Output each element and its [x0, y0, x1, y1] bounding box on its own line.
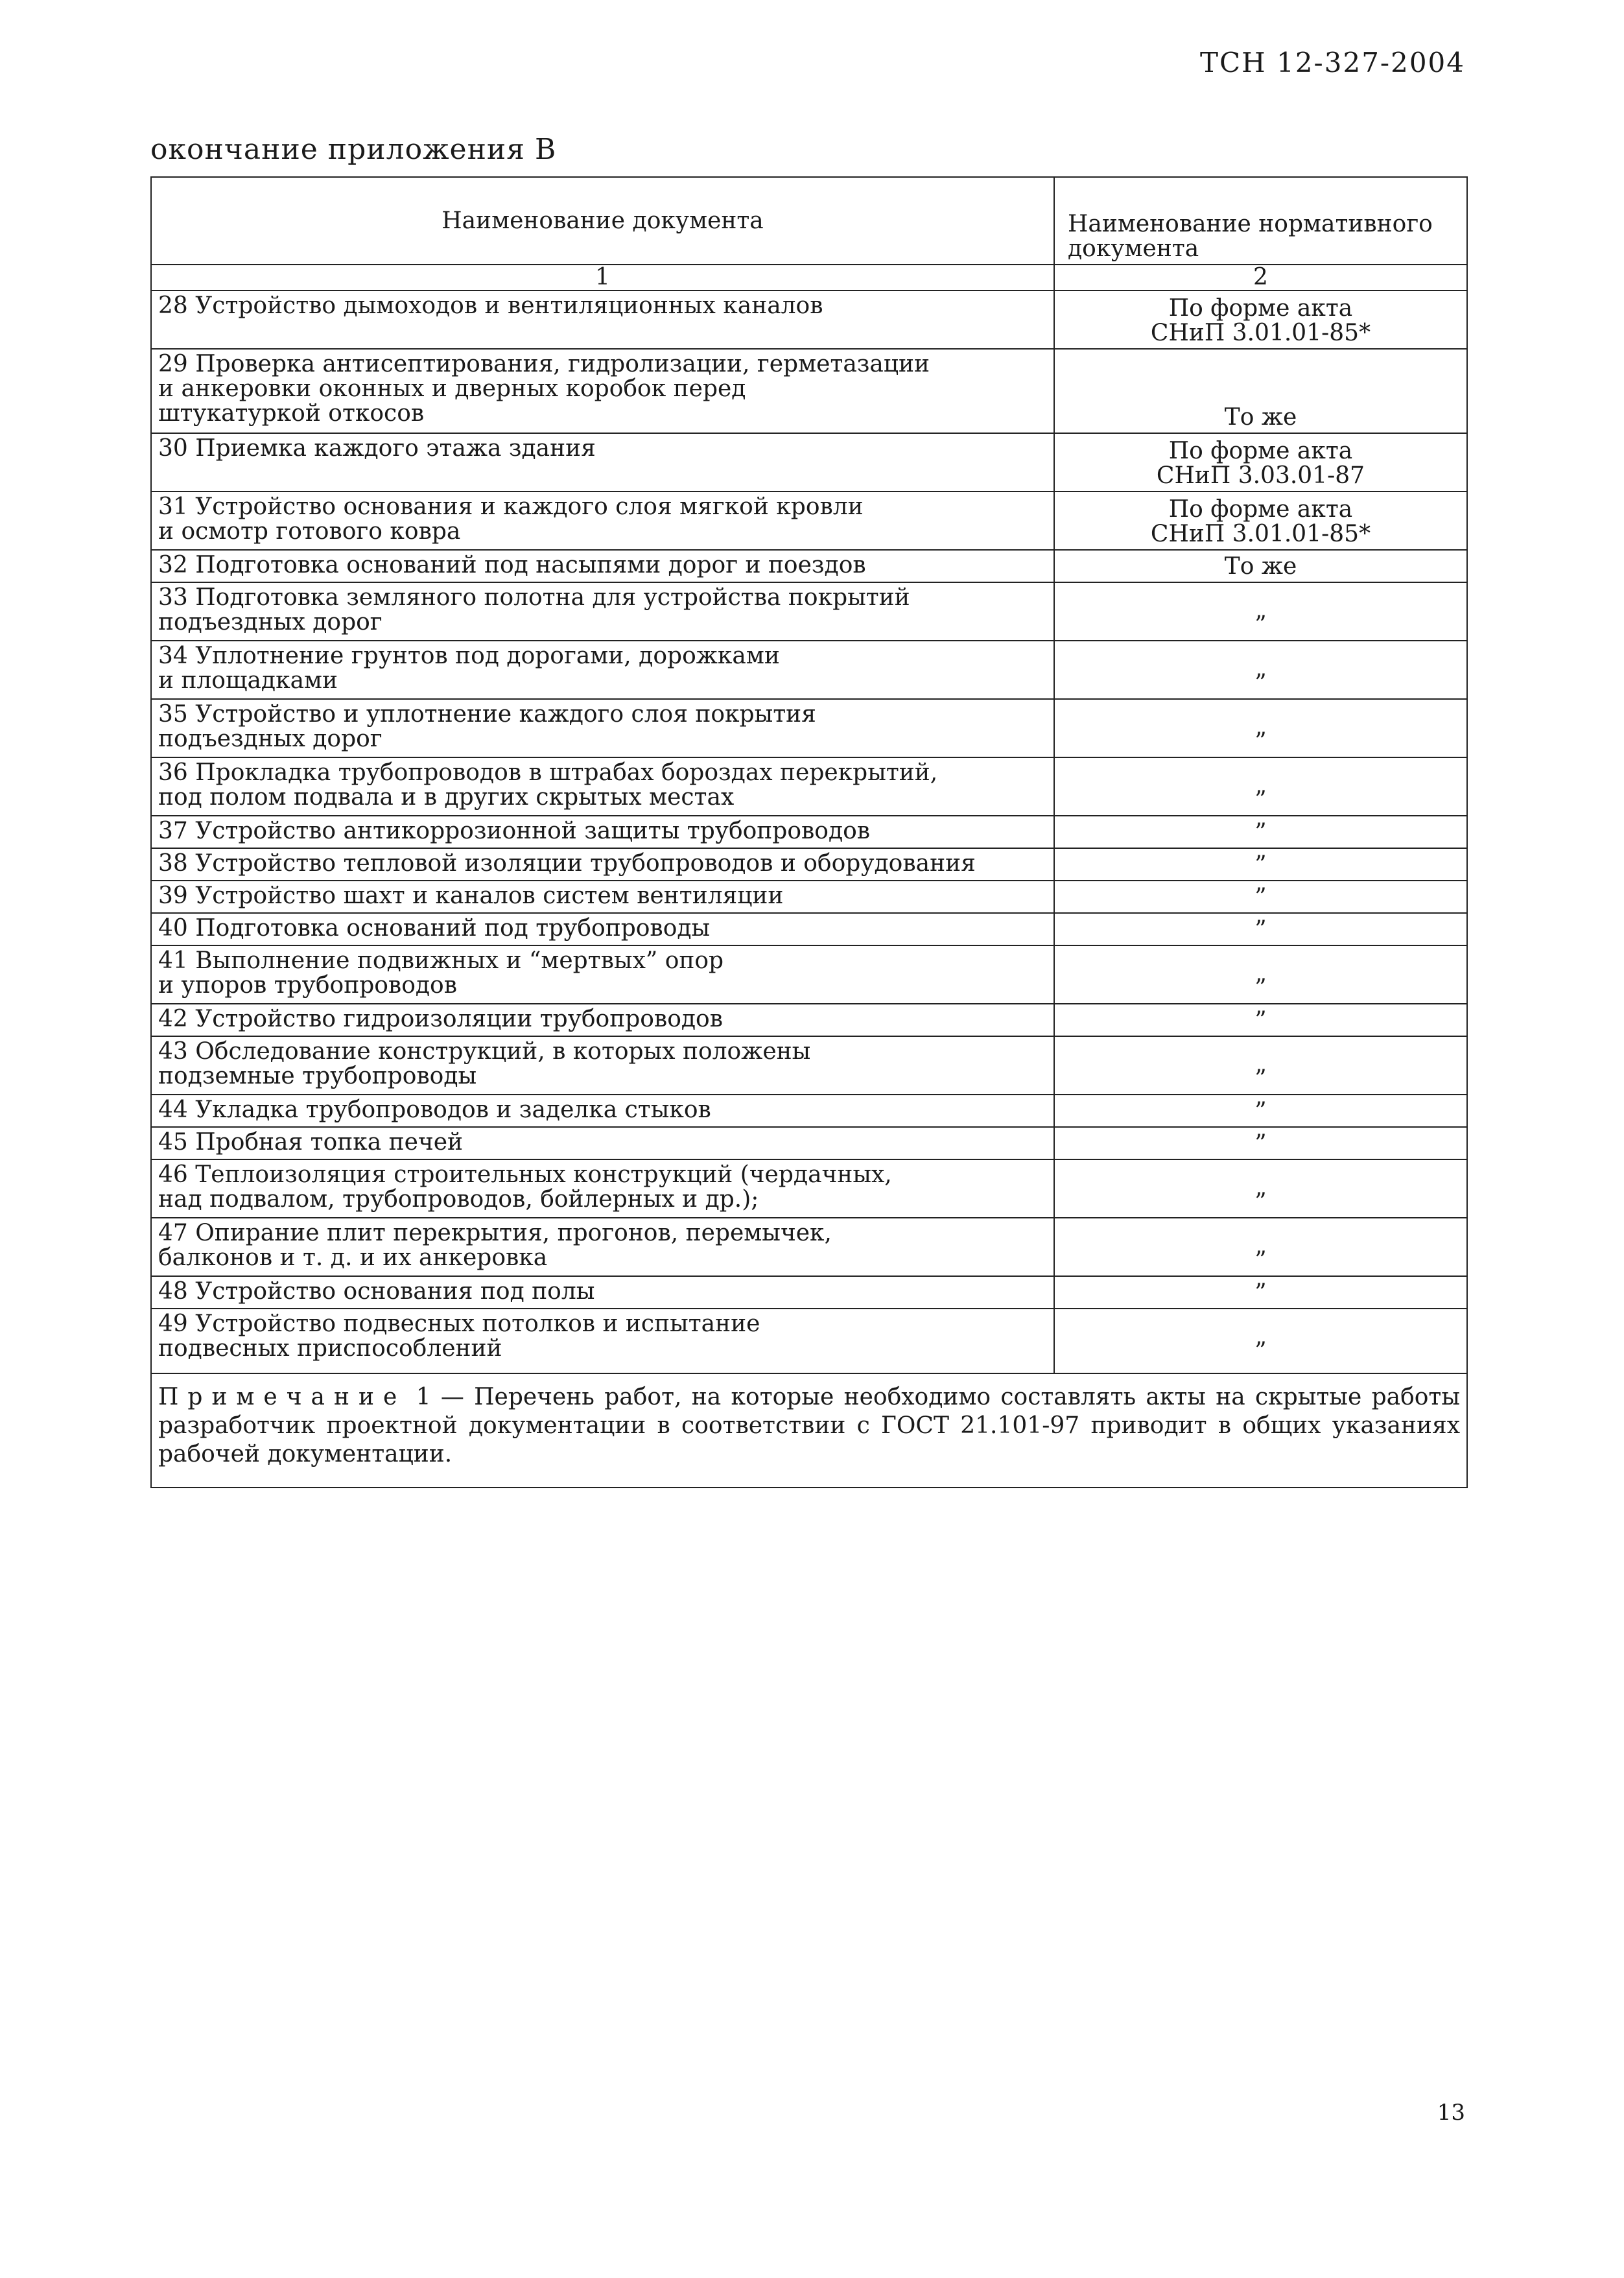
row-norm: ” — [1054, 1127, 1467, 1159]
col2-header: Наименование нормативного документа — [1054, 177, 1467, 265]
note-label: Примечание — [158, 1384, 406, 1410]
table-row — [151, 1127, 1467, 1159]
row-name: 47 Опирание плит перекрытия, прогонов, перемычек, балконов и т. д. и их анкеровка — [151, 1218, 1054, 1276]
table-row — [151, 1004, 1467, 1036]
table-row — [151, 1309, 1467, 1373]
table-row — [151, 1218, 1467, 1276]
table-row — [151, 1095, 1467, 1127]
row-name: 33 Подготовка земляного полотна для устройства покрытий подъездных дорог — [151, 582, 1054, 641]
row-name: 30 Приемка каждого этажа здания — [151, 433, 1054, 492]
row-norm: По форме акта СНиП 3.03.01-87 — [1054, 433, 1467, 492]
row-norm: ” — [1054, 1159, 1467, 1218]
note-text: 1 — Перечень работ, на которые необходимо составлять акты на скрытые работы разработчик проектной документации в соответствии с ГОСТ 21.101-97 приводит в общих указаниях рабочей документации. — [158, 1384, 1461, 1467]
table-row — [151, 816, 1467, 848]
row-norm: ” — [1054, 1309, 1467, 1373]
row-name: 48 Устройство основания под полы — [151, 1276, 1054, 1309]
row-name: 40 Подготовка оснований под трубопроводы — [151, 913, 1054, 945]
table-note-row — [151, 1373, 1467, 1488]
row-norm: ” — [1054, 848, 1467, 881]
table-row — [151, 492, 1467, 550]
document-code: ТСН 12-327-2004 — [1199, 47, 1465, 78]
row-name: 39 Устройство шахт и каналов систем вентиляции — [151, 881, 1054, 913]
row-name: 38 Устройство тепловой изоляции трубопроводов и оборудования — [151, 848, 1054, 881]
table-row — [151, 550, 1467, 582]
table-row — [151, 757, 1467, 816]
row-name: 44 Укладка трубопроводов и заделка стыков — [151, 1095, 1054, 1127]
row-norm: ” — [1054, 1218, 1467, 1276]
table-note — [151, 1373, 1467, 1488]
row-name: 29 Проверка антисептирования, гидролизации, герметазации и анкеровки оконных и дверных коробок перед штукатуркой откосов — [151, 349, 1054, 433]
row-norm: ” — [1054, 913, 1467, 945]
row-norm: ” — [1054, 699, 1467, 757]
appendix-subtitle: окончание приложения В — [150, 133, 557, 166]
table-row — [151, 1159, 1467, 1218]
row-norm: По форме акта СНиП 3.01.01-85* — [1054, 492, 1467, 550]
documents-table — [150, 176, 1468, 1488]
row-norm: ” — [1054, 641, 1467, 699]
row-norm: ” — [1054, 1095, 1467, 1127]
table-row — [151, 1036, 1467, 1095]
table-row — [151, 699, 1467, 757]
row-norm: То же — [1054, 550, 1467, 582]
row-name: 32 Подготовка оснований под насыпями дорог и поездов — [151, 550, 1054, 582]
table-row — [151, 349, 1467, 433]
table-row — [151, 945, 1467, 1004]
row-norm: ” — [1054, 1004, 1467, 1036]
row-name: 45 Пробная топка печей — [151, 1127, 1054, 1159]
row-name: 49 Устройство подвесных потолков и испытание подвесных приспособлений — [151, 1309, 1054, 1373]
row-name: 31 Устройство основания и каждого слоя мягкой кровли и осмотр готового ковра — [151, 492, 1054, 550]
row-norm: По форме акта СНиП 3.01.01-85* — [1054, 291, 1467, 349]
row-norm: ” — [1054, 816, 1467, 848]
row-name: 36 Прокладка трубопроводов в штрабах бороздах перекрытий, под полом подвала и в других скрытых местах — [151, 757, 1054, 816]
table-row — [151, 1276, 1467, 1309]
table-row — [151, 433, 1467, 492]
row-name: 42 Устройство гидроизоляции трубопроводов — [151, 1004, 1054, 1036]
table-row — [151, 582, 1467, 641]
row-name: 34 Уплотнение грунтов под дорогами, дорожками и площадками — [151, 641, 1054, 699]
col2-number: 2 — [1054, 265, 1467, 291]
table-row — [151, 641, 1467, 699]
row-name: 41 Выполнение подвижных и “мертвых” опор и упоров трубопроводов — [151, 945, 1054, 1004]
row-name: 46 Теплоизоляция строительных конструкций (чердачных, над подвалом, трубопроводов, бойлерных и др.); — [151, 1159, 1054, 1218]
row-norm: ” — [1054, 582, 1467, 641]
row-norm: ” — [1054, 945, 1467, 1004]
row-name: 37 Устройство антикоррозионной защиты трубопроводов — [151, 816, 1054, 848]
table-row — [151, 881, 1467, 913]
row-norm: ” — [1054, 1036, 1467, 1095]
row-name: 43 Обследование конструкций, в которых положены подземные трубопроводы — [151, 1036, 1054, 1095]
table-row — [151, 291, 1467, 349]
row-name: 28 Устройство дымоходов и вентиляционных каналов — [151, 291, 1054, 349]
table-row — [151, 848, 1467, 881]
row-norm: ” — [1054, 757, 1467, 816]
row-name: 35 Устройство и уплотнение каждого слоя покрытия подъездных дорог — [151, 699, 1054, 757]
row-norm: То же — [1054, 349, 1467, 433]
row-norm: ” — [1054, 1276, 1467, 1309]
col1-header: Наименование документа — [151, 177, 1054, 265]
page-number: 13 — [1437, 2100, 1465, 2126]
row-norm: ” — [1054, 881, 1467, 913]
col1-number: 1 — [151, 265, 1054, 291]
table-row — [151, 913, 1467, 945]
